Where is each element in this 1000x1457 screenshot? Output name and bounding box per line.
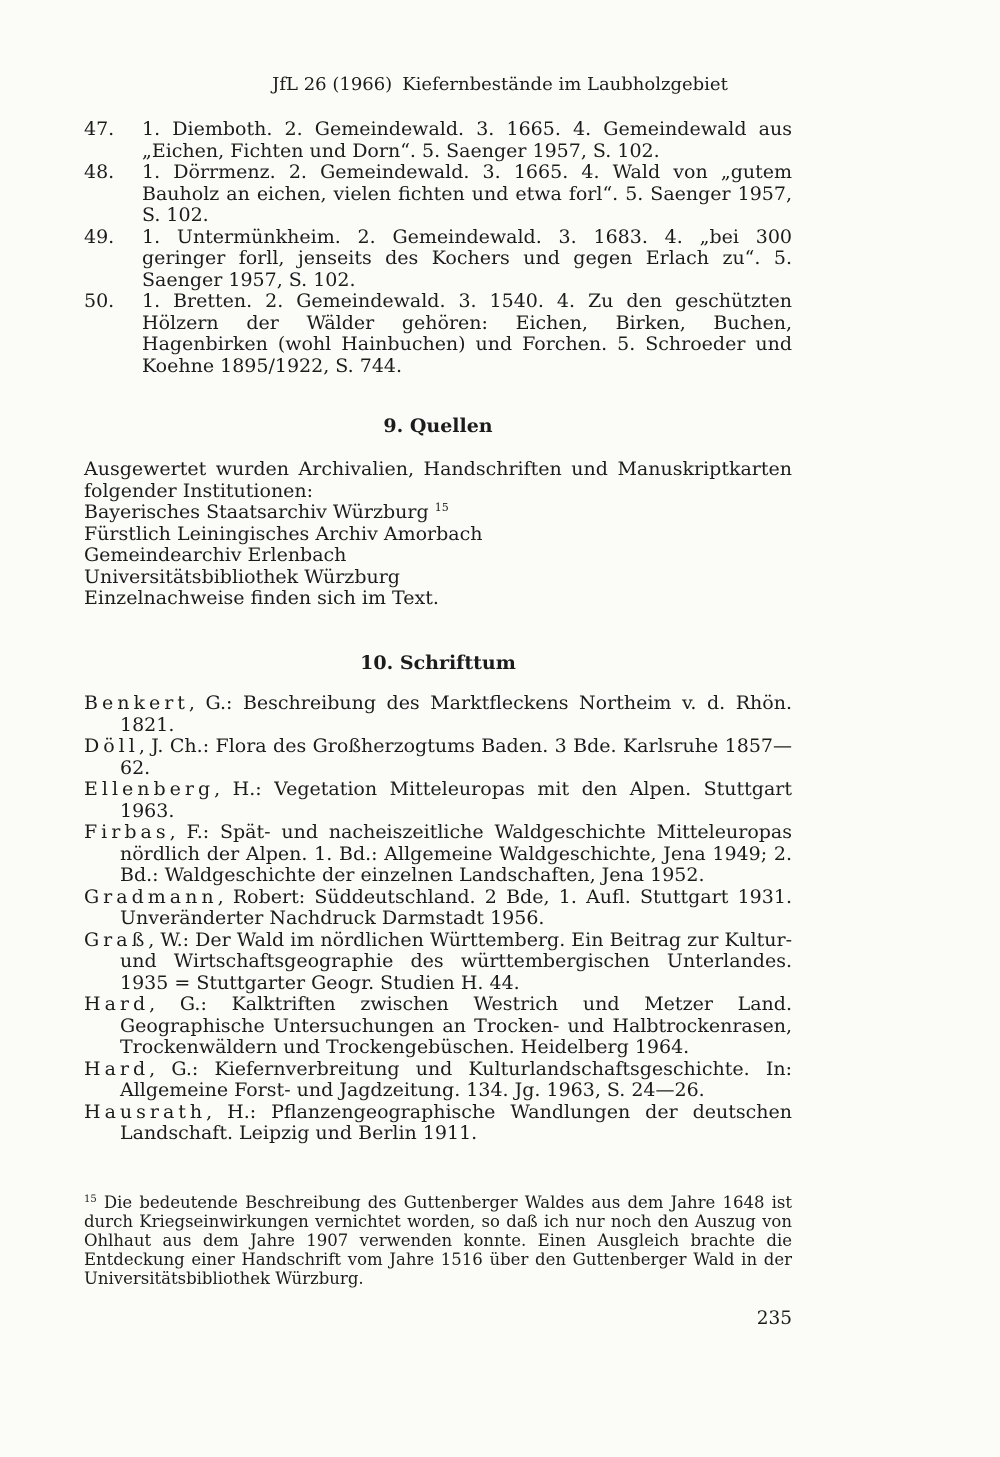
entry-number: 48.: [84, 161, 115, 183]
bib-details: , F.: Spät- und nacheiszeitliche Waldgeschichte Mitteleuropas nördlich der Alpen. 1. Bd.: Allgemeine Waldgeschichte, Jena 1949; 2. Bd.: Waldgeschichte der einzelnen Landschaften, Jena 1952.: [120, 821, 792, 886]
bib-entry: [84, 994, 792, 1059]
bib-details: , G.: Kalktriften zwischen Westrich und Metzer Land. Geographische Untersuchungen an Trocken- und Halbtrockenrasen, Trockenwäldern und Trockengebüschen. Heidelberg 1964.: [120, 993, 792, 1058]
running-header: [0, 72, 1000, 98]
archive-name: Bayerisches Staatsarchiv Würzburg: [84, 501, 429, 523]
bib-details: , W.: Der Wald im nördlichen Württemberg. Ein Beitrag zur Kultur- und Wirtschaftsgeographie des württembergischen Unterlandes. 1935 = Stuttgarter Geogr. Studien H. 44.: [120, 928, 792, 994]
bib-entry: [84, 887, 792, 930]
quellen-section: [84, 459, 792, 610]
bib-author: Gradmann: [84, 885, 218, 908]
bib-details: , H.: Pflanzengeographische Wandlungen der deutschen Landschaft. Leipzig und Berlin 1911.: [120, 1100, 792, 1144]
bib-details: , G.: Beschreibung des Marktfleckens Northeim v. d. Rhön. 1821.: [120, 692, 792, 736]
page-number: 235: [756, 1308, 792, 1329]
entry-text: 1. Bretten. 2. Gemeindewald. 3. 1540. 4. Zu den geschützten Hölzern der Wälder gehören: Eichen, Birken, Buchen, Hagenbirken (wohl Hainbuchen) und Forchen. 5. Schroeder und Koehne 1895/1922, S. 744.: [142, 290, 792, 377]
bib-author: Hard: [84, 1057, 150, 1080]
entry-number: 47.: [84, 118, 115, 140]
header-title: Kiefernbestände im Laubholzgebiet: [402, 74, 728, 95]
entry-number: 49.: [84, 225, 115, 248]
archive-item: Universitätsbibliothek Würzburg: [84, 565, 400, 588]
bib-entry: [84, 1059, 792, 1102]
bib-entry: [84, 1102, 792, 1145]
bib-author: Firbas: [84, 821, 170, 843]
footnote: [84, 1193, 792, 1288]
entry-text: 1. Untermünkheim. 2. Gemeindewald. 3. 1683. 4. „bei 300 geringer forll, jenseits des Kochers und gegen Erlach zu“. 5. Saenger 1957, S. 102.: [142, 225, 792, 291]
footnote-ref: 15: [434, 501, 449, 514]
numbered-entry-47: [84, 119, 792, 162]
bib-details: , J. Ch.: Flora des Großherzogtums Baden. 3 Bde. Karlsruhe 1857—62.: [120, 735, 792, 779]
bib-details: , G.: Kiefernverbreitung und Kulturlandschaftsgeschichte. In: Allgemeine Forst- und Jagdzeitung. 134. Jg. 1963, S. 24—26.: [120, 1057, 792, 1101]
bib-entry: [84, 693, 792, 736]
bib-entry: [84, 779, 792, 822]
bib-author: Graß: [84, 928, 149, 951]
header-journal: JfL 26 (1966): [272, 74, 393, 95]
archive-item: [84, 502, 792, 524]
bibliography: [84, 693, 792, 1145]
section-title-schrifttum: 10. Schrifttum: [360, 652, 516, 674]
footnote-text: Die bedeutende Beschreibung des Guttenberger Waldes aus dem Jahre 1648 ist durch Kriegseinwirkungen vernichtet worden, so daß ich nur noch den Auszug von Ohlhaut aus dem Jahre 1907 verwenden konnte. Einen Ausgleich brachte die Entdeckung einer Handschrift vom Jahre 1516 über den Guttenberger Wald in der Universitätsbibliothek Würzburg.: [84, 1193, 792, 1288]
entry-text: 1. Dörrmenz. 2. Gemeindewald. 3. 1665. 4. Wald von „gutem Bauholz an eichen, vielen fichten und etwa forl“. 5. Saenger 1957, S. 102.: [142, 161, 792, 226]
numbered-entry-50: [84, 291, 792, 377]
entry-number: 50.: [84, 290, 115, 312]
bib-author: Hard: [84, 993, 150, 1015]
bib-entry: [84, 930, 792, 995]
bib-entry: [84, 736, 792, 779]
quellen-intro: Ausgewertet wurden Archivalien, Handschriften und Manuskriptkarten folgender Institutionen:: [84, 458, 792, 502]
bib-details: , Robert: Süddeutschland. 2 Bde, 1. Aufl. Stuttgart 1931. Unveränderter Nachdruck Darmstadt 1956.: [120, 885, 792, 929]
numbered-entries: [84, 119, 792, 377]
archive-item: Fürstlich Leiningisches Archiv Amorbach: [84, 522, 483, 545]
bib-entry: [84, 822, 792, 887]
bib-author: Hausrath: [84, 1100, 207, 1123]
bib-details: , H.: Vegetation Mitteleuropas mit den Alpen. Stuttgart 1963.: [120, 778, 792, 822]
bib-author: Ellenberg: [84, 778, 215, 800]
bib-author: Benkert: [84, 692, 189, 714]
section-title-quellen: 9. Quellen: [383, 415, 493, 437]
numbered-entry-48: [84, 162, 792, 227]
footnote-number: 15: [84, 1194, 97, 1205]
bib-author: Döll: [84, 735, 139, 757]
quellen-closing: Einzelnachweise finden sich im Text.: [84, 587, 439, 609]
archive-item: Gemeindearchiv Erlenbach: [84, 544, 347, 566]
numbered-entry-49: [84, 227, 792, 292]
entry-text: 1. Diemboth. 2. Gemeindewald. 3. 1665. 4. Gemeindewald aus „Eichen, Fichten und Dorn“. 5. Saenger 1957, S. 102.: [142, 118, 792, 162]
